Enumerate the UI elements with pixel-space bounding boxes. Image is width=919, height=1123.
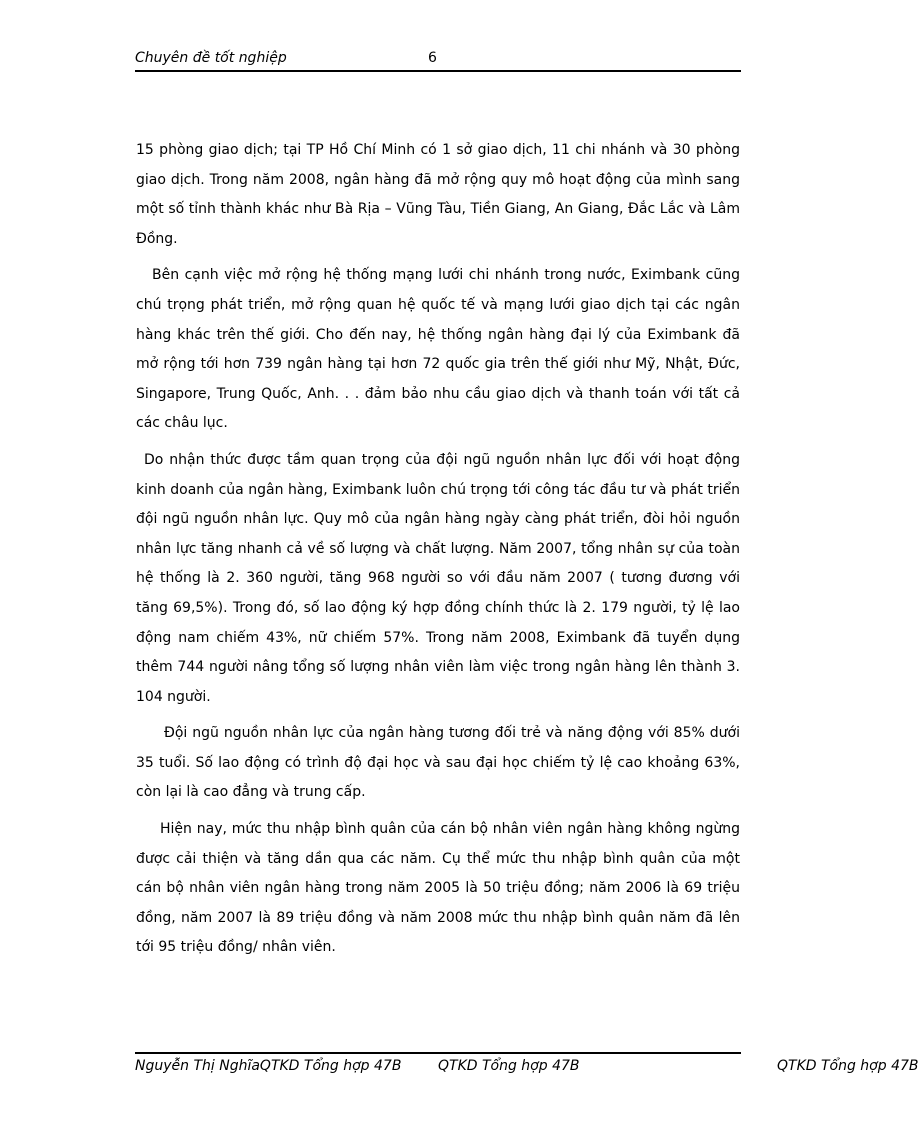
header-title: Chuyên đề tốt nghiệp bbox=[135, 50, 287, 66]
paragraph-staff-profile: Đội ngũ nguồn nhân lực của ngân hàng tương đối trẻ và năng động với 85% dưới 35 tuổi. Số lao động có trình độ đại học và sau đại học chiếm tỷ lệ cao khoảng 63%, còn lại là cao đẳng và trung cấp. bbox=[136, 725, 740, 801]
footer-author: Nguyễn Thị NghĩaQTKD Tổng hợp 47B bbox=[135, 1058, 402, 1074]
footer-divider bbox=[135, 1052, 741, 1054]
paragraph-income: Hiện nay, mức thu nhập bình quân của cán bộ nhân viên ngân hàng không ngừng được cải thiện và tăng dần qua các năm. Cụ thể mức thu nhập bình quân của một cán bộ nhân viên ngân hàng trong năm 2005 là 50 triệu đồng; năm 2006 là 69 triệu đồng, năm 2007 là 89 triệu đồng và năm 2008 mức thu nhập bình quân năm đã lên tới 95 triệu đồng/ nhân viên. bbox=[136, 821, 740, 956]
document-body bbox=[136, 136, 740, 963]
paragraph-human-resources: Do nhận thức được tầm quan trọng của đội ngũ nguồn nhân lực đối với hoạt động kinh doanh của ngân hàng, Eximbank luôn chú trọng tới công tác đầu tư và phát triển đội ngũ nguồn nhân lực. Quy mô của ngân hàng ngày càng phát triển, đòi hỏi nguồn nhân lực tăng nhanh cả về số lượng và chất lượng. Năm 2007, tổng nhân sự của toàn hệ thống là 2. 360 người, tăng 968 người so với đầu năm 2007 ( tương đương với tăng 69,5%). Trong đó, số lao động ký hợp đồng chính thức là 2. 179 người, tỷ lệ lao động nam chiếm 43%, nữ chiếm 57%. Trong năm 2008, Eximbank đã tuyển dụng thêm 744 người nâng tổng số lượng nhân viên làm việc trong ngân hàng lên thành 3. 104 người. bbox=[136, 451, 740, 705]
page-header bbox=[135, 48, 741, 72]
footer-class: QTKD Tổng hợp 47B bbox=[438, 1058, 580, 1074]
paragraph-international-relations: Bên cạnh việc mở rộng hệ thống mạng lưới chi nhánh trong nước, Eximbank cũng chú trọng phát triển, mở rộng quan hệ quốc tế và mạng lưới giao dịch tại các ngân hàng khác trên thế giới. Cho đến nay, hệ thống ngân hàng đại lý của Eximbank đã mở rộng tới hơn 739 ngân hàng tại hơn 72 quốc gia trên thế giới như Mỹ, Nhật, Đức, Singapore, Trung Quốc, Anh. . . đảm bảo nhu cầu giao dịch và thanh toán với tất cả các châu lục. bbox=[136, 267, 740, 432]
page-number: 6 bbox=[428, 50, 437, 66]
paragraph-branch-network: 15 phòng giao dịch; tại TP Hồ Chí Minh có 1 sở giao dịch, 11 chi nhánh và 30 phòng giao dịch. Trong năm 2008, ngân hàng đã mở rộng quy mô hoạt động của mình sang một số tỉnh thành khác như Bà Rịa – Vũng Tàu, Tiền Giang, An Giang, Đắc Lắc và Lâm Đồng. bbox=[136, 142, 740, 247]
footer-class-overflow: QTKD Tổng hợp 47B bbox=[777, 1058, 919, 1074]
